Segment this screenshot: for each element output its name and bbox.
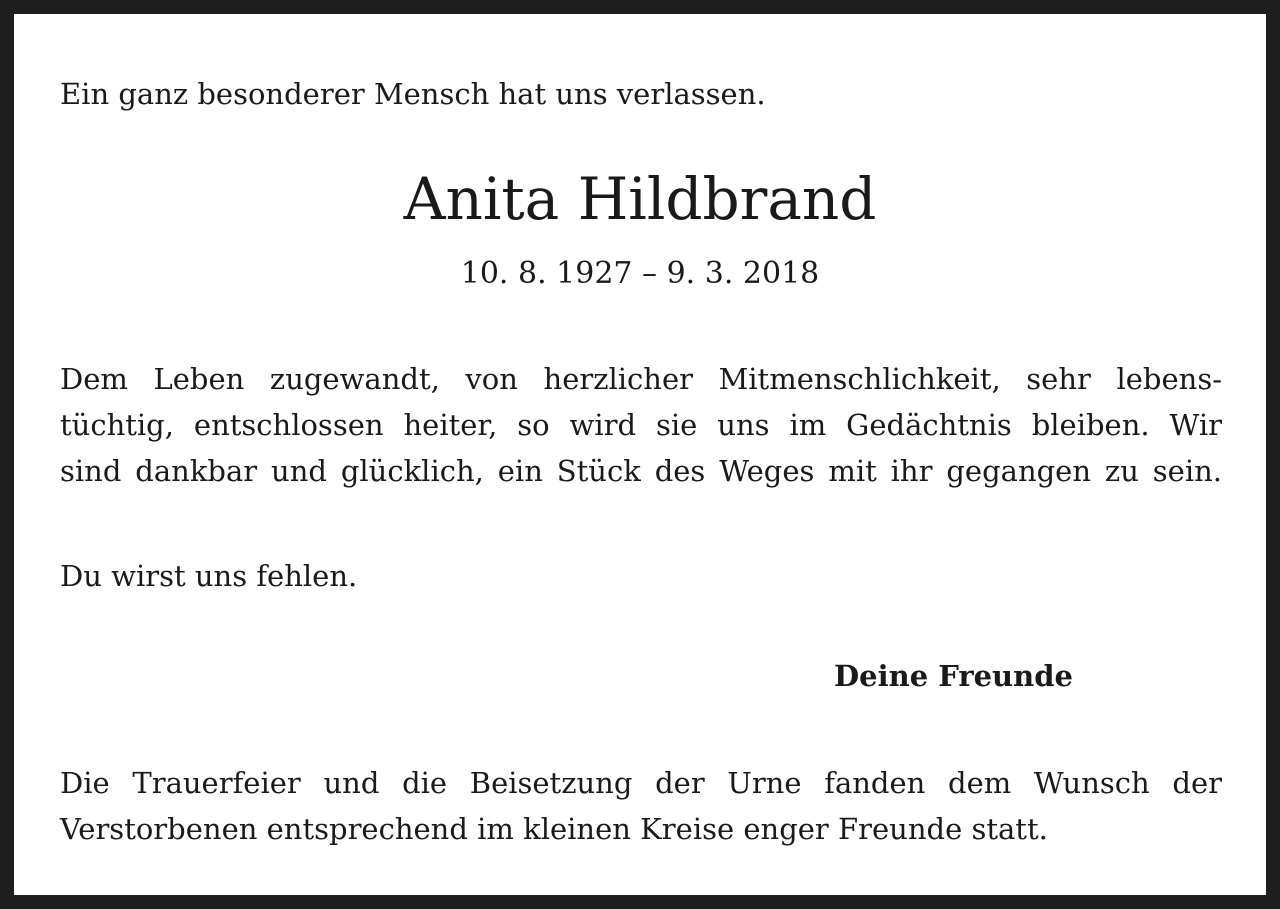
signature: Deine Freunde <box>834 659 1073 693</box>
farewell-text: Du wirst uns fehlen. <box>60 559 358 593</box>
ceremony-line: Die Trauerfeier und die Beisetzung der Urne fanden dem Wunsch der <box>60 766 1222 800</box>
ceremony-line: Verstorbenen entsprechend im kleinen Kreise enger Freunde statt. <box>60 812 1048 846</box>
tribute-paragraph <box>60 356 1222 494</box>
intro-text: Ein ganz besonderer Mensch hat uns verlassen. <box>60 77 766 111</box>
tribute-line: Dem Leben zugewandt, von herzlicher Mitmenschlichkeit, sehr lebens- <box>60 362 1222 396</box>
deceased-name: Anita Hildbrand <box>403 165 877 233</box>
obituary-notice <box>14 14 1266 895</box>
tribute-line: sind dankbar und glücklich, ein Stück des Weges mit ihr gegangen zu sein. <box>60 454 1222 488</box>
ceremony-paragraph <box>60 760 1222 852</box>
life-dates: 10. 8. 1927 – 9. 3. 2018 <box>460 256 820 291</box>
tribute-line: tüchtig, entschlossen heiter, so wird sie uns im Gedächtnis bleiben. Wir <box>60 408 1222 442</box>
